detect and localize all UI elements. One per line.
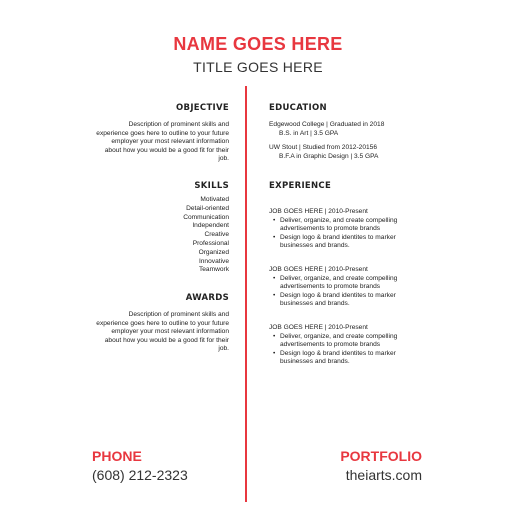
skill-item: Communication <box>183 213 229 221</box>
skill-item: Detail-oriented <box>186 204 229 212</box>
job-title: JOB GOES HERE | 2010-Present <box>269 323 368 331</box>
job-title: JOB GOES HERE | 2010-Present <box>269 208 368 215</box>
job-bullet: • Design logo & brand identites to marker businesses and brands. <box>273 234 419 251</box>
skills-list <box>96 196 229 275</box>
awards-text: Description of prominent skills and experience goes here to outline to your future employer your most relevant information about how you would be a good fit for their job. <box>96 311 229 353</box>
job-bullets <box>269 275 419 309</box>
job-bullet: • Deliver, organize, and create compelling advertisements to promote brands <box>273 333 419 350</box>
education-section <box>269 103 429 161</box>
resume-name: NAME GOES HERE <box>173 34 343 54</box>
job-bullet: • Deliver, organize, and create compelling advertisements to promote brands <box>273 217 419 234</box>
education-heading: EDUCATION <box>269 103 327 113</box>
awards-heading: AWARDS <box>185 293 229 303</box>
objective-section <box>96 103 229 164</box>
objective-heading: OBJECTIVE <box>176 103 229 113</box>
skill-item: Teamwork <box>198 266 229 274</box>
objective-text: Description of prominent skills and experience goes here to outline to your future employer your most relevant information about how you would be a good fit for their job. <box>96 121 229 163</box>
job-entry <box>269 324 419 367</box>
skill-item: Professional <box>192 239 229 247</box>
skill-item: Creative <box>204 231 229 239</box>
job-entry <box>269 208 419 251</box>
education-school: UW Stout | Studied from 2012-20156 <box>269 144 378 152</box>
job-entry <box>269 266 419 309</box>
awards-section <box>96 293 229 354</box>
job-bullets <box>269 217 419 251</box>
resume-title: TITLE GOES HERE <box>193 59 323 75</box>
skills-section <box>96 181 229 275</box>
education-entry <box>269 121 429 138</box>
skill-item: Independent <box>192 222 229 230</box>
experience-section <box>269 181 419 367</box>
job-bullet: • Deliver, organize, and create compelling advertisements to promote brands <box>273 275 419 292</box>
job-bullets <box>269 333 419 367</box>
job-title: JOB GOES HERE | 2010-Present <box>269 265 368 273</box>
skill-item: Organized <box>198 248 229 256</box>
portfolio-value: theiarts.com <box>345 467 422 483</box>
skills-heading: SKILLS <box>194 181 229 191</box>
experience-heading: EXPERIENCE <box>269 181 332 191</box>
center-divider <box>245 86 247 502</box>
education-school: Edgewood College | Graduated in 2018 <box>269 121 385 128</box>
phone-label: PHONE <box>92 448 142 464</box>
education-degree: B.S. in Art | 3.5 GPA <box>279 129 339 137</box>
portfolio-label: PORTFOLIO <box>340 448 422 464</box>
education-degree: B.F.A in Graphic Design | 3.5 GPA <box>279 152 379 160</box>
skill-item: Motivated <box>200 196 229 203</box>
job-bullet: • Design logo & brand identites to marker businesses and brands. <box>273 292 419 309</box>
phone-value: (608) 212-2323 <box>92 467 188 483</box>
education-entry <box>269 144 429 161</box>
job-bullet: • Design logo & brand identites to marker businesses and brands. <box>273 350 419 367</box>
skill-item: Innovative <box>198 257 229 265</box>
